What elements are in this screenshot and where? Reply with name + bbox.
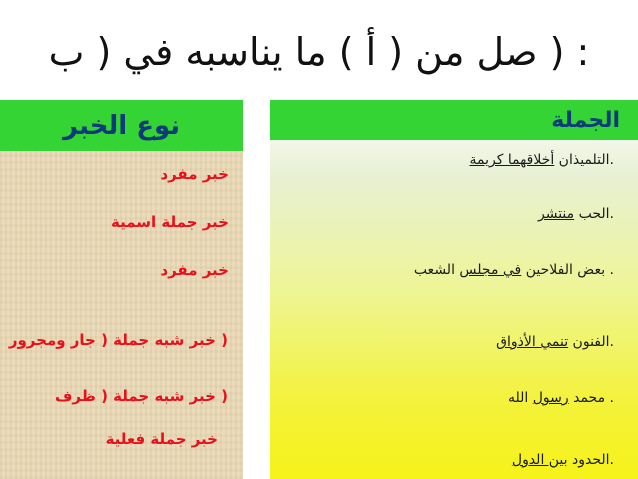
sentence-item xyxy=(508,390,614,406)
answer-item: ( خبر شبه جملة ( ظرف xyxy=(54,387,228,405)
sentence-rest: الله xyxy=(508,390,533,406)
sentence-item xyxy=(496,334,614,350)
predicate-type-panel xyxy=(0,100,243,479)
slide-title: : ( صل من ( أ ) ما يناسبه في ( ب xyxy=(48,30,590,74)
sentence-predicate: رسول xyxy=(532,390,569,406)
sentence-predicate: في مجلس xyxy=(459,262,522,278)
sentence-subject: . محمد xyxy=(568,390,614,406)
sentence-subject: .الفنون xyxy=(568,334,614,350)
answer-item: خبر جملة فعلية xyxy=(105,430,218,448)
answer-item: ( خبر شبه جملة ( جار ومجرور xyxy=(8,331,228,349)
sentence-predicate: منتشر xyxy=(537,206,575,222)
sentence-subject: .التلميذان xyxy=(554,152,614,168)
sentence-item xyxy=(469,152,614,168)
sentence-rest: الشعب xyxy=(413,262,460,278)
sentence-predicate: أخلاقهما كريمة xyxy=(469,152,555,168)
sentence-predicate: بين الدول xyxy=(511,452,568,468)
predicate-type-header: نوع الخبر xyxy=(0,100,243,151)
sentence-predicate: تنمي الأذواق xyxy=(496,334,569,350)
answer-item: خبر جملة اسمية xyxy=(111,213,229,231)
sentence-panel xyxy=(270,100,638,479)
sentence-item xyxy=(538,206,614,222)
answer-item: خبر مفرد xyxy=(160,261,229,279)
sentence-subject: .الحب xyxy=(574,206,614,222)
sentence-header: الجملة xyxy=(270,100,638,140)
answer-item: خبر مفرد xyxy=(160,165,229,183)
sentence-item xyxy=(512,452,614,468)
sentence-item xyxy=(414,262,614,278)
sentence-subject: .الحدود xyxy=(567,452,614,468)
sentence-subject: . بعض الفلاحين xyxy=(521,262,614,278)
